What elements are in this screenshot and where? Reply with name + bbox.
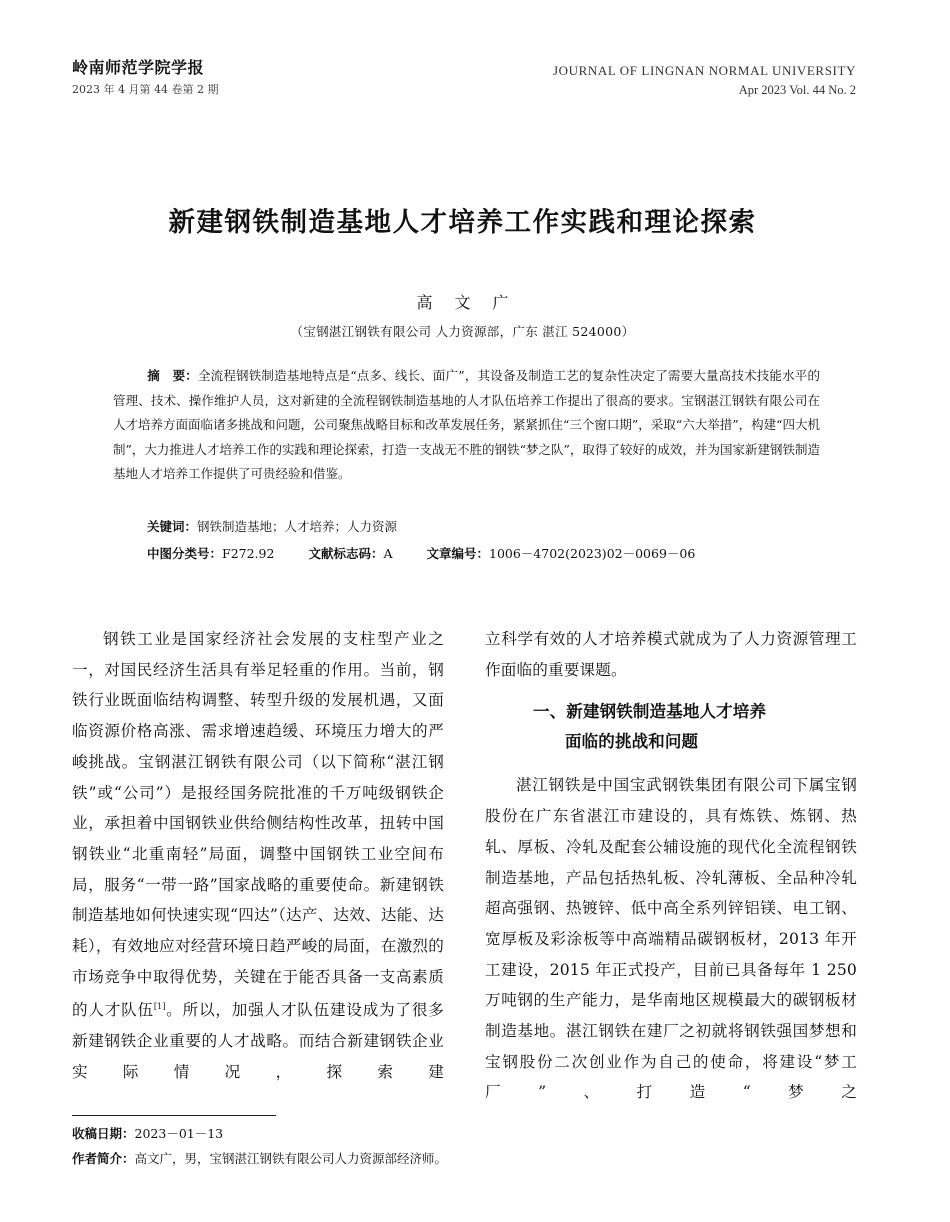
- doc-code-label: 文献标志码：: [308, 546, 384, 561]
- paper-title: 新建钢铁制造基地人才培养工作实践和理论探索: [168, 207, 757, 238]
- abstract: [113, 364, 820, 487]
- received-date: [72, 1124, 223, 1142]
- issue-info-en: Apr 2023 Vol. 44 No. 2: [738, 83, 856, 97]
- classification-line: [147, 544, 695, 562]
- author-bio: [72, 1149, 447, 1167]
- received-value: 2023－01－13: [134, 1126, 224, 1141]
- journal-name-en: JOURNAL OF LINGNAN NORMAL UNIVERSITY: [552, 63, 856, 78]
- received-label: 收稿日期：: [72, 1126, 135, 1141]
- author-bio-label: 作者简介：: [72, 1151, 135, 1166]
- issue-info-cn: 2023 年 4 月第 44 卷第 2 期: [72, 83, 219, 96]
- body-right-column: [485, 624, 857, 1108]
- abstract-label: 摘 要：: [147, 368, 198, 383]
- intro-text-end: 。所以，加强人才队伍建设成为了很多新建钢铁企业重要的人才战略。而结合新建钢铁企业实际情况，探索建: [72, 1001, 444, 1081]
- section-1-heading-line1: 一、新建钢铁制造基地人才培养: [533, 702, 767, 722]
- journal-name-cn: 岭南师范学院学报: [72, 58, 205, 77]
- keywords-text: 钢铁制造基地；人才培养；人力资源: [197, 519, 398, 534]
- section-1-paragraph: 湛江钢铁是中国宝武钢铁集团有限公司下属宝钢股份在广东省湛江市建设的，具有炼铁、炼钢、热轧、厚板、冷轧及配套公辅设施的现代化全流程钢铁制造基地，产品包括热轧板、冷轧薄板、全品种冷轧超高强钢、热镀锌、低中高全系列锌铝镁、电工钢、宽厚板及彩涂板等中高端精品碳钢板材，2013 年开工建设，2015 年正式投产，目前已具备每年 1 250万吨钢的生产能力，是华南地区规模最大的碳钢板材制造基地。湛江钢铁在建厂之初就将钢铁强国梦想和宝钢股份二次创业作为自己的使命，将建设“梦工厂”、打造“梦之: [485, 776, 857, 1102]
- section-1-heading-line2: 面临的挑战和问题: [565, 732, 699, 752]
- article-number-label: 文章编号：: [426, 546, 489, 561]
- keywords: [147, 517, 397, 535]
- keywords-label: 关键词：: [147, 519, 198, 534]
- abstract-text: 全流程钢铁制造基地特点是“点多、线长、面广”，其设备及制造工艺的复杂性决定了需要大量高技术技能水平的管理、技术、操作维护人员，这对新建的全流程钢铁制造基地的人才队伍培养工作提出了很高的要求。宝钢湛江钢铁有限公司在人才培养方面面临诸多挑战和问题，公司聚焦战略目标和改革发展任务，紧紧抓住“三个窗口期”，采取“六大举措”，构建“四大机制”，大力推进人才培养工作的实践和理论探索，打造一支战无不胜的钢铁“梦之队”，取得了较好的成效，并为国家新建钢铁制造基地人才培养工作提供了可贵经验和借鉴。: [113, 368, 820, 481]
- section-1-heading: [485, 697, 857, 757]
- clc-number: F272.92: [222, 546, 275, 561]
- intro-paragraph: [72, 624, 444, 1088]
- intro-continuation: 立科学有效的人才培养模式就成为了人力资源管理工作面临的重要课题。: [485, 630, 857, 679]
- author-bio-text: 高文广，男，宝钢湛江钢铁有限公司人力资源部经济师。: [134, 1151, 448, 1166]
- author-affiliation: （宝钢湛江钢铁有限公司 人力资源部，广东 湛江 524000）: [290, 324, 635, 339]
- intro-text: 钢铁工业是国家经济社会发展的支柱型产业之一，对国民经济生活具有举足轻重的作用。当前，钢铁行业既面临结构调整、转型升级的发展机遇，又面临资源价格高涨、需求增速趋缓、环境压力增大的严峻挑战。宝钢湛江钢铁有限公司（以下简称“湛江钢铁”或“公司”）是报经国务院批准的千万吨级钢铁企业，承担着中国钢铁业供给侧结构性改革，扭转中国钢铁业“北重南轻”局面，调整中国钢铁工业空间布局，服务“一带一路”国家战略的重要使命。新建钢铁制造基地如何快速实现“四达”（达产、达效、达能、达耗），有效地应对经营环境日趋严峻的局面，在激烈的市场竞争中取得优势，关键在于能否具备一支高素质的人才队伍: [72, 630, 444, 1020]
- doc-code: A: [383, 546, 393, 561]
- citation-1: [1]: [153, 1002, 166, 1012]
- clc-label: 中图分类号：: [147, 546, 223, 561]
- author-name: 高文广: [416, 293, 531, 312]
- article-number: 1006－4702(2023)02－0069－06: [489, 546, 696, 561]
- body-left-column: [72, 624, 444, 1114]
- footnote-rule: [72, 1115, 276, 1116]
